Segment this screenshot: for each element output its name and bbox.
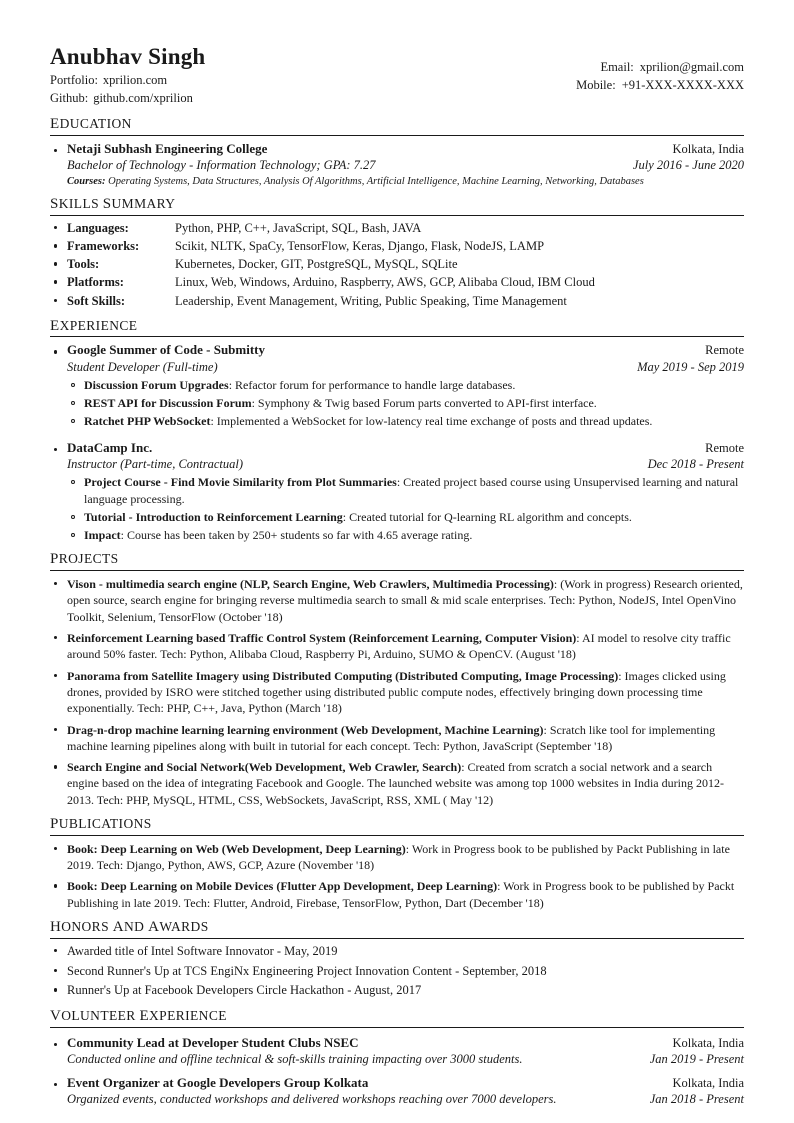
candidate-name: Anubhav Singh [50, 44, 206, 69]
publication-item [50, 841, 744, 874]
point-bold: REST API for Discussion Forum [84, 396, 252, 410]
bullet-icon [54, 765, 57, 768]
skill-value: Python, PHP, C++, JavaScript, SQL, Bash, JAVA [175, 221, 422, 236]
email-line [576, 58, 744, 76]
bullet-icon [54, 280, 57, 283]
bullet-icon [54, 636, 57, 639]
point-text: : Symphony & Twig based Forum parts converted to API-first interface. [251, 396, 597, 410]
point-text: : Refactor forum for performance to handle large databases. [228, 377, 516, 392]
honor-item [50, 942, 744, 961]
skill-label-text: Tools [67, 257, 96, 272]
portfolio-label: Portfolio: [50, 73, 98, 88]
project-item [50, 576, 744, 625]
hollow-bullet-icon [71, 401, 75, 405]
skill-label-text: Frameworks [67, 239, 136, 254]
honor-item [50, 981, 744, 1000]
project-title: Vison - multimedia search engine (NLP, Search Engine, Web Crawlers, Multimedia Processing) [67, 577, 554, 592]
section-title-honors: HONORS AND AWARDS [50, 918, 744, 939]
skill-label: Platforms: [67, 275, 124, 290]
experience-point [50, 527, 744, 544]
skill-value: Leadership, Event Management, Writing, Public Speaking, Time Management [175, 293, 567, 308]
github-line [50, 90, 576, 108]
volunteer-location: Kolkata, India [672, 1075, 744, 1090]
skill-value: Scikit, NLTK, SpaCy, TensorFlow, Keras, Django, Flask, NodeJS, LAMP [175, 239, 545, 254]
point-bold: Tutorial - Introduction to Reinforcement Learning [84, 509, 343, 524]
education-dates: July 2016 - June 2020 [632, 158, 744, 173]
section-title-experience: EXPERIENCE [50, 317, 744, 338]
experience-point [50, 395, 744, 412]
project-desc: : Images clicked using drones, provided by ISRO were stitched together using distributed public compute nodes, effectively bringing down processing time exponentially. Tech: PHP, C++, Java, Python (March '18) [67, 668, 726, 716]
bullet-icon [54, 448, 57, 451]
bullet-icon [54, 582, 57, 585]
header-right [576, 44, 744, 94]
project-desc: : Created from scratch a social network and a search engine based on the idea of integrating Facebook and Google. The launched website was among top 1000 websites in India during 2012-2013. Tech: PHP, MySQL, HTML, CSS, WebSockets, JavaScript, RSS, XML ( May '12) [67, 760, 724, 807]
volunteer-dates: Jan 2018 - Present [649, 1092, 744, 1107]
publication-title: Book: Deep Learning on Web (Web Development, Deep Learning) [67, 841, 406, 856]
publication-desc: : Work in Progress book to be published by Packt Publishing in late 2019. Tech: Flutter, Android, Firebase, TensorFlow, Python, Dart (December '18) [67, 879, 735, 910]
experience-location: Remote [705, 343, 744, 358]
skill-label-text: Platforms [67, 275, 120, 290]
skill-row-soft-skills [50, 292, 744, 310]
point-bold: Project Course - Find Movie Similarity from Plot Summaries [84, 475, 397, 490]
bullet-icon [54, 847, 57, 850]
education-degree: Bachelor of Technology - Information Technology; GPA: 7.27 [67, 158, 376, 173]
portfolio-value[interactable]: xprilion.com [102, 73, 168, 88]
bullet-icon [54, 149, 57, 152]
mobile-label: Mobile: [576, 78, 616, 93]
skills-list [50, 219, 744, 310]
volunteer-entry [50, 1034, 744, 1068]
skill-row-tools [50, 255, 744, 273]
skill-label-text: Soft Skills [67, 293, 121, 308]
volunteer-role: Event Organizer at Google Developers Group Kolkata [67, 1074, 369, 1090]
education-entry [50, 140, 744, 189]
point-bold: Ratchet PHP WebSocket [84, 414, 211, 429]
portfolio-line [50, 72, 576, 90]
header-left [50, 44, 576, 108]
project-item [50, 668, 744, 717]
bullet-icon [54, 1043, 57, 1046]
honor-text: Awarded title of Intel Software Innovator - May, 2019 [67, 943, 338, 958]
project-desc: : AI model to resolve city traffic around 50% faster. Tech: Python, Alibaba Cloud, Raspberry Pi, Arduino, SUMO & OpenCV. (August '18) [67, 630, 731, 662]
project-title: Panorama from Satellite Imagery using Distributed Computing (Distributed Computing, Image Processing) [67, 668, 619, 683]
project-desc: : Scratch like tool for implementing machine learning pipelines along with built in tutorial for each concept. Tech: Python, JavaScript (September '18) [67, 722, 716, 753]
project-title: Drag-n-drop machine learning learning environment (Web Development, Machine Learning) [67, 722, 544, 737]
point-text: : Created project based course using Unsupervised learning and natural language processing. [84, 475, 739, 506]
publication-item [50, 878, 744, 911]
project-desc: : (Work in progress) Research oriented, open source, search engine for bringing reverse multimedia search to small & mid scale enterprises. Tech: Python, NodeJS, Intel OpenVino Toolkit, Selenium, TensorFlow (October '18) [67, 577, 743, 624]
point-text: : Implemented a WebSocket for low-latency real time exchange of posts and thread updates. [210, 414, 653, 429]
publication-desc: : Work in Progress book to be published by Packt Publishing in late 2019. Tech: Django, Python, AWS, GCP, Azure (November '18) [67, 841, 730, 873]
bullet-icon [54, 949, 57, 952]
project-item [50, 759, 744, 808]
volunteer-location: Kolkata, India [672, 1035, 744, 1050]
experience-entry [50, 439, 744, 473]
bullet-icon [54, 969, 57, 972]
courses-list: Operating Systems, Data Structures, Analysis Of Algorithms, Artificial Intelligence, Machine Learning, Networking, Databases [108, 175, 644, 187]
point-bold: Impact [84, 527, 121, 542]
skill-row-languages [50, 219, 744, 237]
bullet-icon [54, 674, 57, 677]
experience-point [50, 413, 744, 430]
mobile-line [576, 76, 744, 94]
email-label: Email: [600, 60, 634, 74]
github-label: Github: [50, 91, 89, 106]
bullet-icon [54, 244, 57, 247]
bullet-icon [54, 1083, 57, 1086]
skill-label: Soft Skills: [67, 293, 126, 308]
skill-label: Tools: [67, 257, 100, 272]
publication-title: Book: Deep Learning on Mobile Devices (Flutter App Development, Deep Learning) [67, 879, 498, 894]
project-title: Search Engine and Social Network(Web Development, Web Crawler, Search) [67, 760, 462, 775]
hollow-bullet-icon [71, 533, 75, 537]
hollow-bullet-icon [71, 515, 75, 519]
experience-dates: Dec 2018 - Present [647, 457, 744, 472]
point-bold: Discussion Forum Upgrades [84, 377, 229, 392]
experience-org: Google Summer of Code - Submitty [67, 342, 266, 358]
section-title-projects: PROJECTS [50, 550, 744, 571]
hollow-bullet-icon [71, 419, 75, 423]
experience-point [50, 377, 744, 394]
section-title-volunteer: VOLUNTEER EXPERIENCE [50, 1007, 744, 1028]
courses-label: Courses: [67, 175, 106, 187]
skill-label-text: Languages [67, 221, 125, 236]
experience-location: Remote [705, 440, 744, 455]
resume-header [50, 44, 744, 108]
education-courses [67, 175, 744, 189]
point-text: : Course has been taken by 250+ students so far with 4.65 average rating. [120, 527, 473, 542]
bullet-icon [54, 226, 57, 229]
honor-text: Second Runner's Up at TCS EngiNx Engineering Project Innovation Content - September, 2018 [67, 963, 547, 978]
skill-label: Frameworks: [67, 239, 140, 254]
project-item [50, 722, 744, 755]
point-text: : Created tutorial for Q-learning RL algorithm and concepts. [342, 509, 632, 524]
experience-point [50, 509, 744, 526]
experience-org: DataCamp Inc. [67, 439, 153, 455]
hollow-bullet-icon [71, 383, 75, 387]
experience-dates: May 2019 - Sep 2019 [637, 359, 744, 374]
volunteer-desc: Organized events, conducted workshops and delivered workshops reaching over 7000 developers. [67, 1092, 557, 1107]
project-title: Reinforcement Learning based Traffic Control System (Reinforcement Learning, Computer Vision) [67, 630, 577, 645]
skill-row-frameworks [50, 237, 744, 255]
education-location: Kolkata, India [672, 141, 744, 156]
volunteer-role: Community Lead at Developer Student Clubs NSEC [67, 1034, 359, 1050]
section-title-education: EDUCATION [50, 115, 744, 136]
mobile-value: +91-XXX-XXXX-XXX [621, 78, 744, 93]
section-title-skills: SKILLS SUMMARY [50, 195, 744, 216]
volunteer-entry [50, 1074, 744, 1108]
experience-entry [50, 341, 744, 375]
project-item [50, 630, 744, 663]
volunteer-dates: Jan 2019 - Present [649, 1052, 744, 1067]
honor-text: Runner's Up at Facebook Developers Circle Hackathon - August, 2017 [67, 983, 422, 998]
section-title-publications: PUBLICATIONS [50, 815, 744, 836]
email-value[interactable]: xprilion@gmail.com [639, 60, 744, 74]
experience-role: Instructor (Part-time, Contractual) [67, 457, 244, 472]
bullet-icon [54, 988, 57, 991]
hollow-bullet-icon [71, 480, 75, 484]
honor-item [50, 962, 744, 981]
github-value[interactable]: github.com/xprilion [93, 91, 193, 106]
bullet-icon [54, 728, 57, 731]
bullet-icon [54, 884, 57, 887]
skill-label: Languages: [67, 221, 129, 236]
skill-value: Linux, Web, Windows, Arduino, Raspberry, AWS, GCP, Alibaba Cloud, IBM Cloud [175, 275, 595, 290]
experience-role: Student Developer (Full-time) [67, 359, 218, 374]
bullet-icon [54, 262, 57, 265]
education-institute: Netaji Subhash Engineering College [67, 140, 268, 156]
volunteer-desc: Conducted online and offline technical & soft-skills training impacting over 3000 students. [67, 1052, 523, 1067]
bullet-icon [54, 350, 57, 353]
bullet-icon [54, 299, 57, 302]
experience-point [50, 474, 744, 507]
skill-value: Kubernetes, Docker, GIT, PostgreSQL, MySQL, SQLite [175, 257, 458, 272]
skill-row-platforms [50, 273, 744, 291]
